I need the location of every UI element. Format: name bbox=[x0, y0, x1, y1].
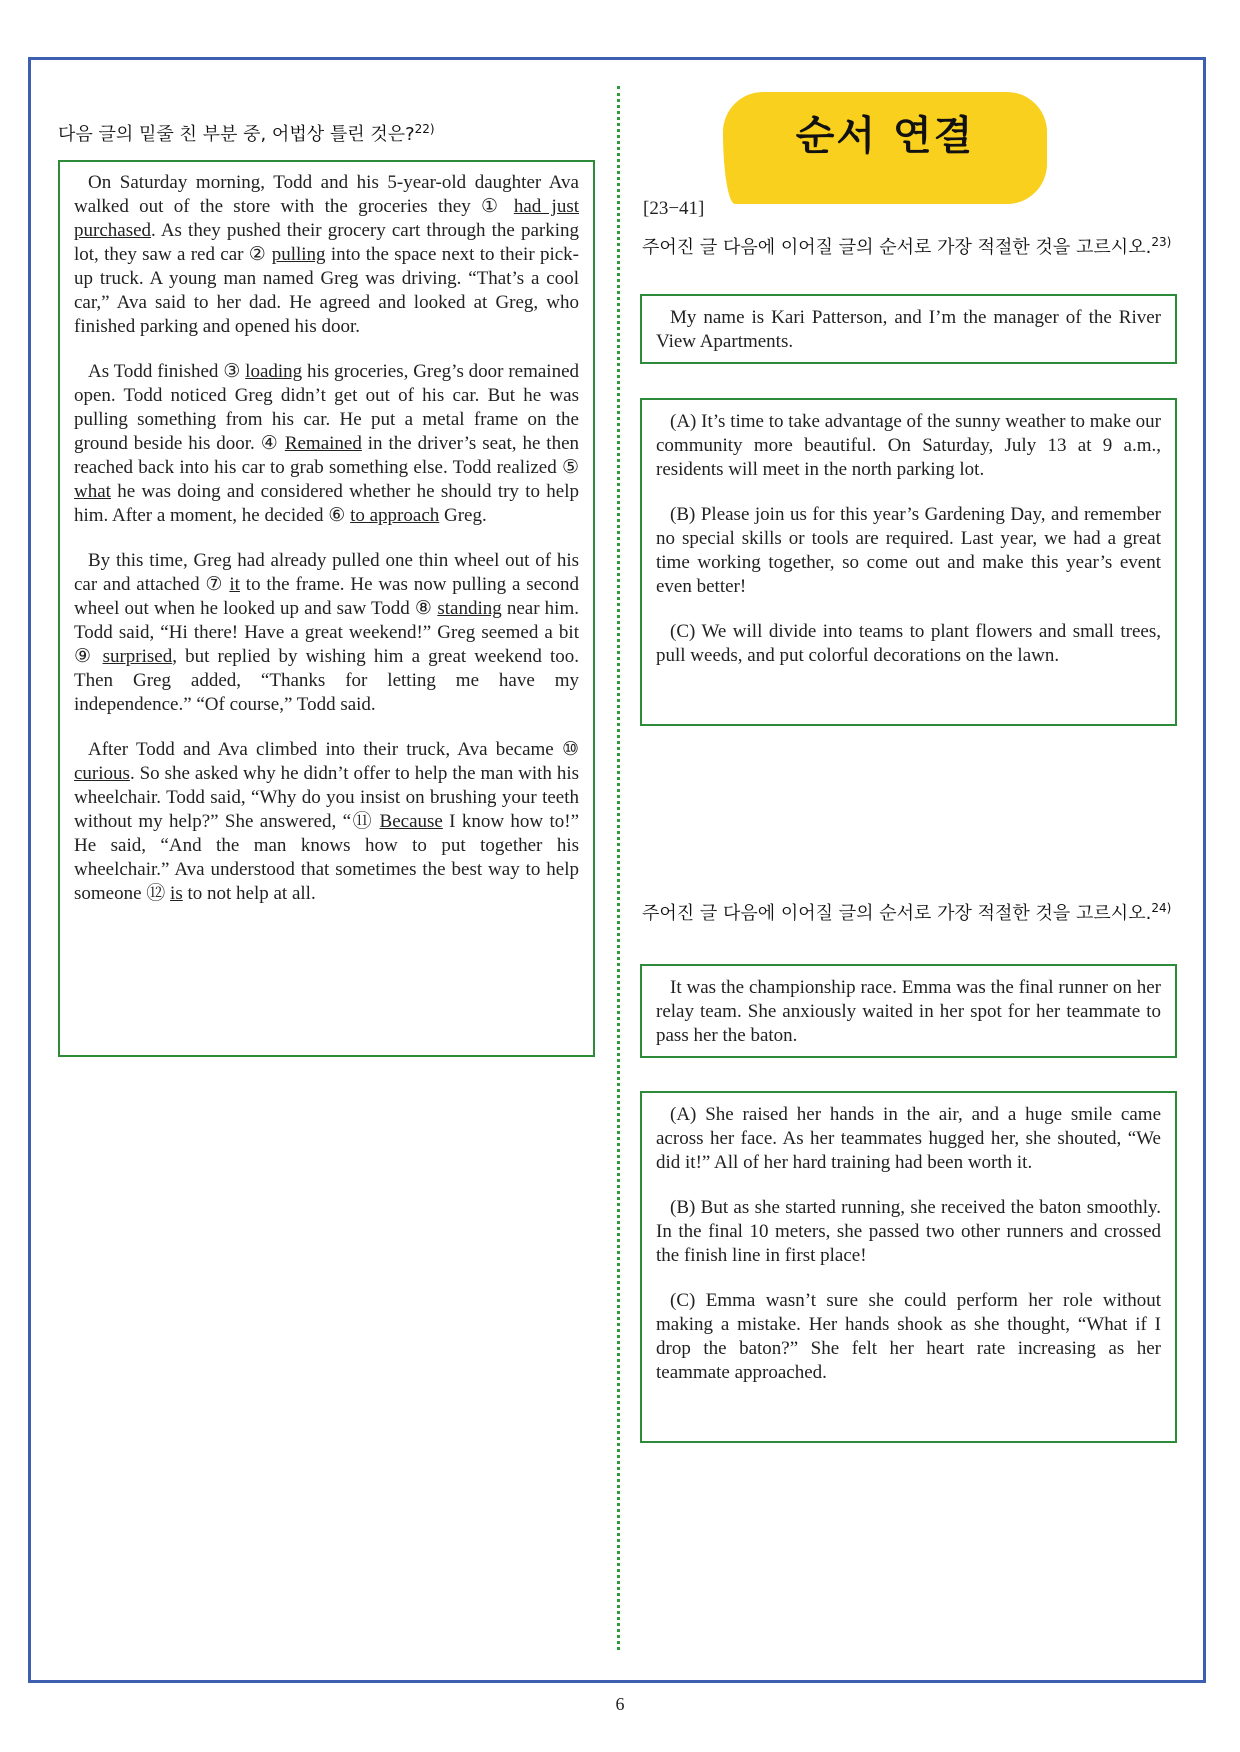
passage-text: After Todd and Ava climbed into their truck, Ava became ⑩ bbox=[88, 739, 579, 760]
passage-text: in the driver’s seat, he then reached back into his car to grab something else. Todd realized ⑤ bbox=[74, 433, 579, 478]
passage-text: to the frame. He was now pulling a second wheel out when he looked up and saw Todd ⑧ bbox=[74, 574, 579, 619]
passage-text: his groceries, Greg’s door remained open. Todd noticed Greg didn’t get out of his car. But he was pulling something from his car. He put a metal frame on the ground beside his door. ④ bbox=[74, 361, 580, 454]
column-divider bbox=[617, 86, 620, 1650]
passage-text: he was doing and considered whether he should try to help him. After a moment, he decided ⑥ bbox=[74, 481, 579, 526]
underlined-phrase: pulling bbox=[271, 244, 326, 265]
question-23 bbox=[642, 236, 1182, 259]
question-23-option-c: (C) We will divide into teams to plant flowers and small trees, pull weeds, and put colorful decorations on the lawn. bbox=[656, 621, 1161, 666]
passage-paragraph-4 bbox=[74, 738, 579, 906]
underlined-phrase: it bbox=[229, 574, 240, 595]
underlined-phrase: is bbox=[170, 883, 183, 904]
passage-text: As Todd finished ③ bbox=[88, 361, 246, 382]
question-23-option-b: (B) Please join us for this year’s Gardening Day, and remember no special skills or tools are required. Last year, we had a great time working together, so come out and make this year’s event even better! bbox=[656, 504, 1161, 597]
passage-text: . As they pushed their grocery cart through the parking lot, they saw a red car ② bbox=[74, 220, 579, 265]
underlined-phrase: standing bbox=[437, 598, 502, 619]
question-24-option-b: (B) But as she started running, she received the baton smoothly. In the final 10 meters, she passed two other runners and crossed the finish line in first place! bbox=[656, 1197, 1161, 1266]
question-23-number: 23) bbox=[1151, 235, 1172, 249]
underlined-phrase: surprised bbox=[102, 646, 173, 667]
question-24 bbox=[642, 902, 1182, 925]
question-22-passage bbox=[58, 160, 595, 1057]
underlined-phrase: Because bbox=[379, 811, 443, 832]
question-24-given-text: It was the championship race. Emma was the final runner on her relay team. She anxiously waited in her spot for her teammate to pass her the baton. bbox=[656, 977, 1161, 1046]
question-24-given-box bbox=[640, 964, 1177, 1058]
passage-paragraph-3 bbox=[74, 549, 579, 717]
passage-text: to not help at all. bbox=[182, 883, 316, 904]
question-22 bbox=[58, 123, 598, 146]
question-23-options-box bbox=[640, 398, 1177, 726]
question-24-text: 주어진 글 다음에 이어질 글의 순서로 가장 적절한 것을 고르시오. bbox=[642, 903, 1152, 924]
underlined-phrase: to approach bbox=[350, 505, 440, 526]
page-number: 6 bbox=[615, 1694, 625, 1714]
section-banner-title: 순서 연결 bbox=[795, 113, 975, 159]
underlined-phrase: had just purchased bbox=[74, 196, 579, 241]
underlined-phrase: what bbox=[74, 481, 111, 502]
question-24-number: 24) bbox=[1151, 901, 1172, 915]
underlined-phrase: loading bbox=[245, 361, 303, 382]
question-23-given-text: My name is Kari Patterson, and I’m the manager of the River View Apartments. bbox=[656, 307, 1161, 352]
passage-text: I know how to!” He said, “And the man knows how to put together his wheelchair.” Ava understood that sometimes the best way to help someone ⑫ bbox=[74, 811, 579, 904]
underlined-phrase: curious bbox=[74, 763, 130, 784]
passage-paragraph-1 bbox=[74, 171, 579, 339]
passage-text: Greg. bbox=[439, 505, 487, 526]
passage-text: . So she asked why he didn’t offer to help the man with his wheelchair. Todd said, “Why do you insist on brushing your teeth without my help?” She answered, “⑪ bbox=[74, 763, 579, 832]
question-22-number: 22) bbox=[414, 122, 435, 136]
passage-text: near him. Todd said, “Hi there! Have a great weekend!” Greg seemed a bit ⑨ bbox=[74, 598, 579, 667]
question-range: [23−41] bbox=[643, 198, 705, 219]
passage-paragraph-2 bbox=[74, 360, 579, 528]
passage-text: , but replied by wishing him a great weekend too. Then Greg added, “Thanks for letting me have my independence.” “Of course,” Todd said. bbox=[74, 646, 579, 715]
question-23-option-a: (A) It’s time to take advantage of the sunny weather to make our community more beautiful. On Saturday, July 13 at 9 a.m., residents will meet in the north parking lot. bbox=[656, 411, 1161, 480]
passage-text: On Saturday morning, Todd and his 5-year-old daughter Ava walked out of the store with the groceries they ① bbox=[74, 172, 579, 217]
question-24-option-c: (C) Emma wasn’t sure she could perform her role without making a mistake. Her hands shook as she thought, “What if I drop the baton?” She felt her heart rate increasing as her teammate approached. bbox=[656, 1290, 1161, 1383]
question-22-text: 다음 글의 밑줄 친 부분 중, 어법상 틀린 것은? bbox=[58, 124, 415, 145]
underlined-phrase: Remained bbox=[284, 433, 362, 454]
passage-text: into the space next to their pick-up truck. A young man named Greg was driving. “That’s a cool car,” Ava said to her dad. He agreed and looked at Greg, who finished parking and opened his door. bbox=[74, 244, 580, 337]
question-24-option-a: (A) She raised her hands in the air, and a huge smile came across her face. As her teammates hugged her, she shouted, “We did it!” All of her hard training had been worth it. bbox=[656, 1104, 1161, 1173]
question-23-given-box bbox=[640, 294, 1177, 364]
question-24-options-box bbox=[640, 1091, 1177, 1443]
question-23-text: 주어진 글 다음에 이어질 글의 순서로 가장 적절한 것을 고르시오. bbox=[642, 237, 1152, 258]
passage-text: By this time, Greg had already pulled one thin wheel out of his car and attached ⑦ bbox=[74, 550, 579, 595]
